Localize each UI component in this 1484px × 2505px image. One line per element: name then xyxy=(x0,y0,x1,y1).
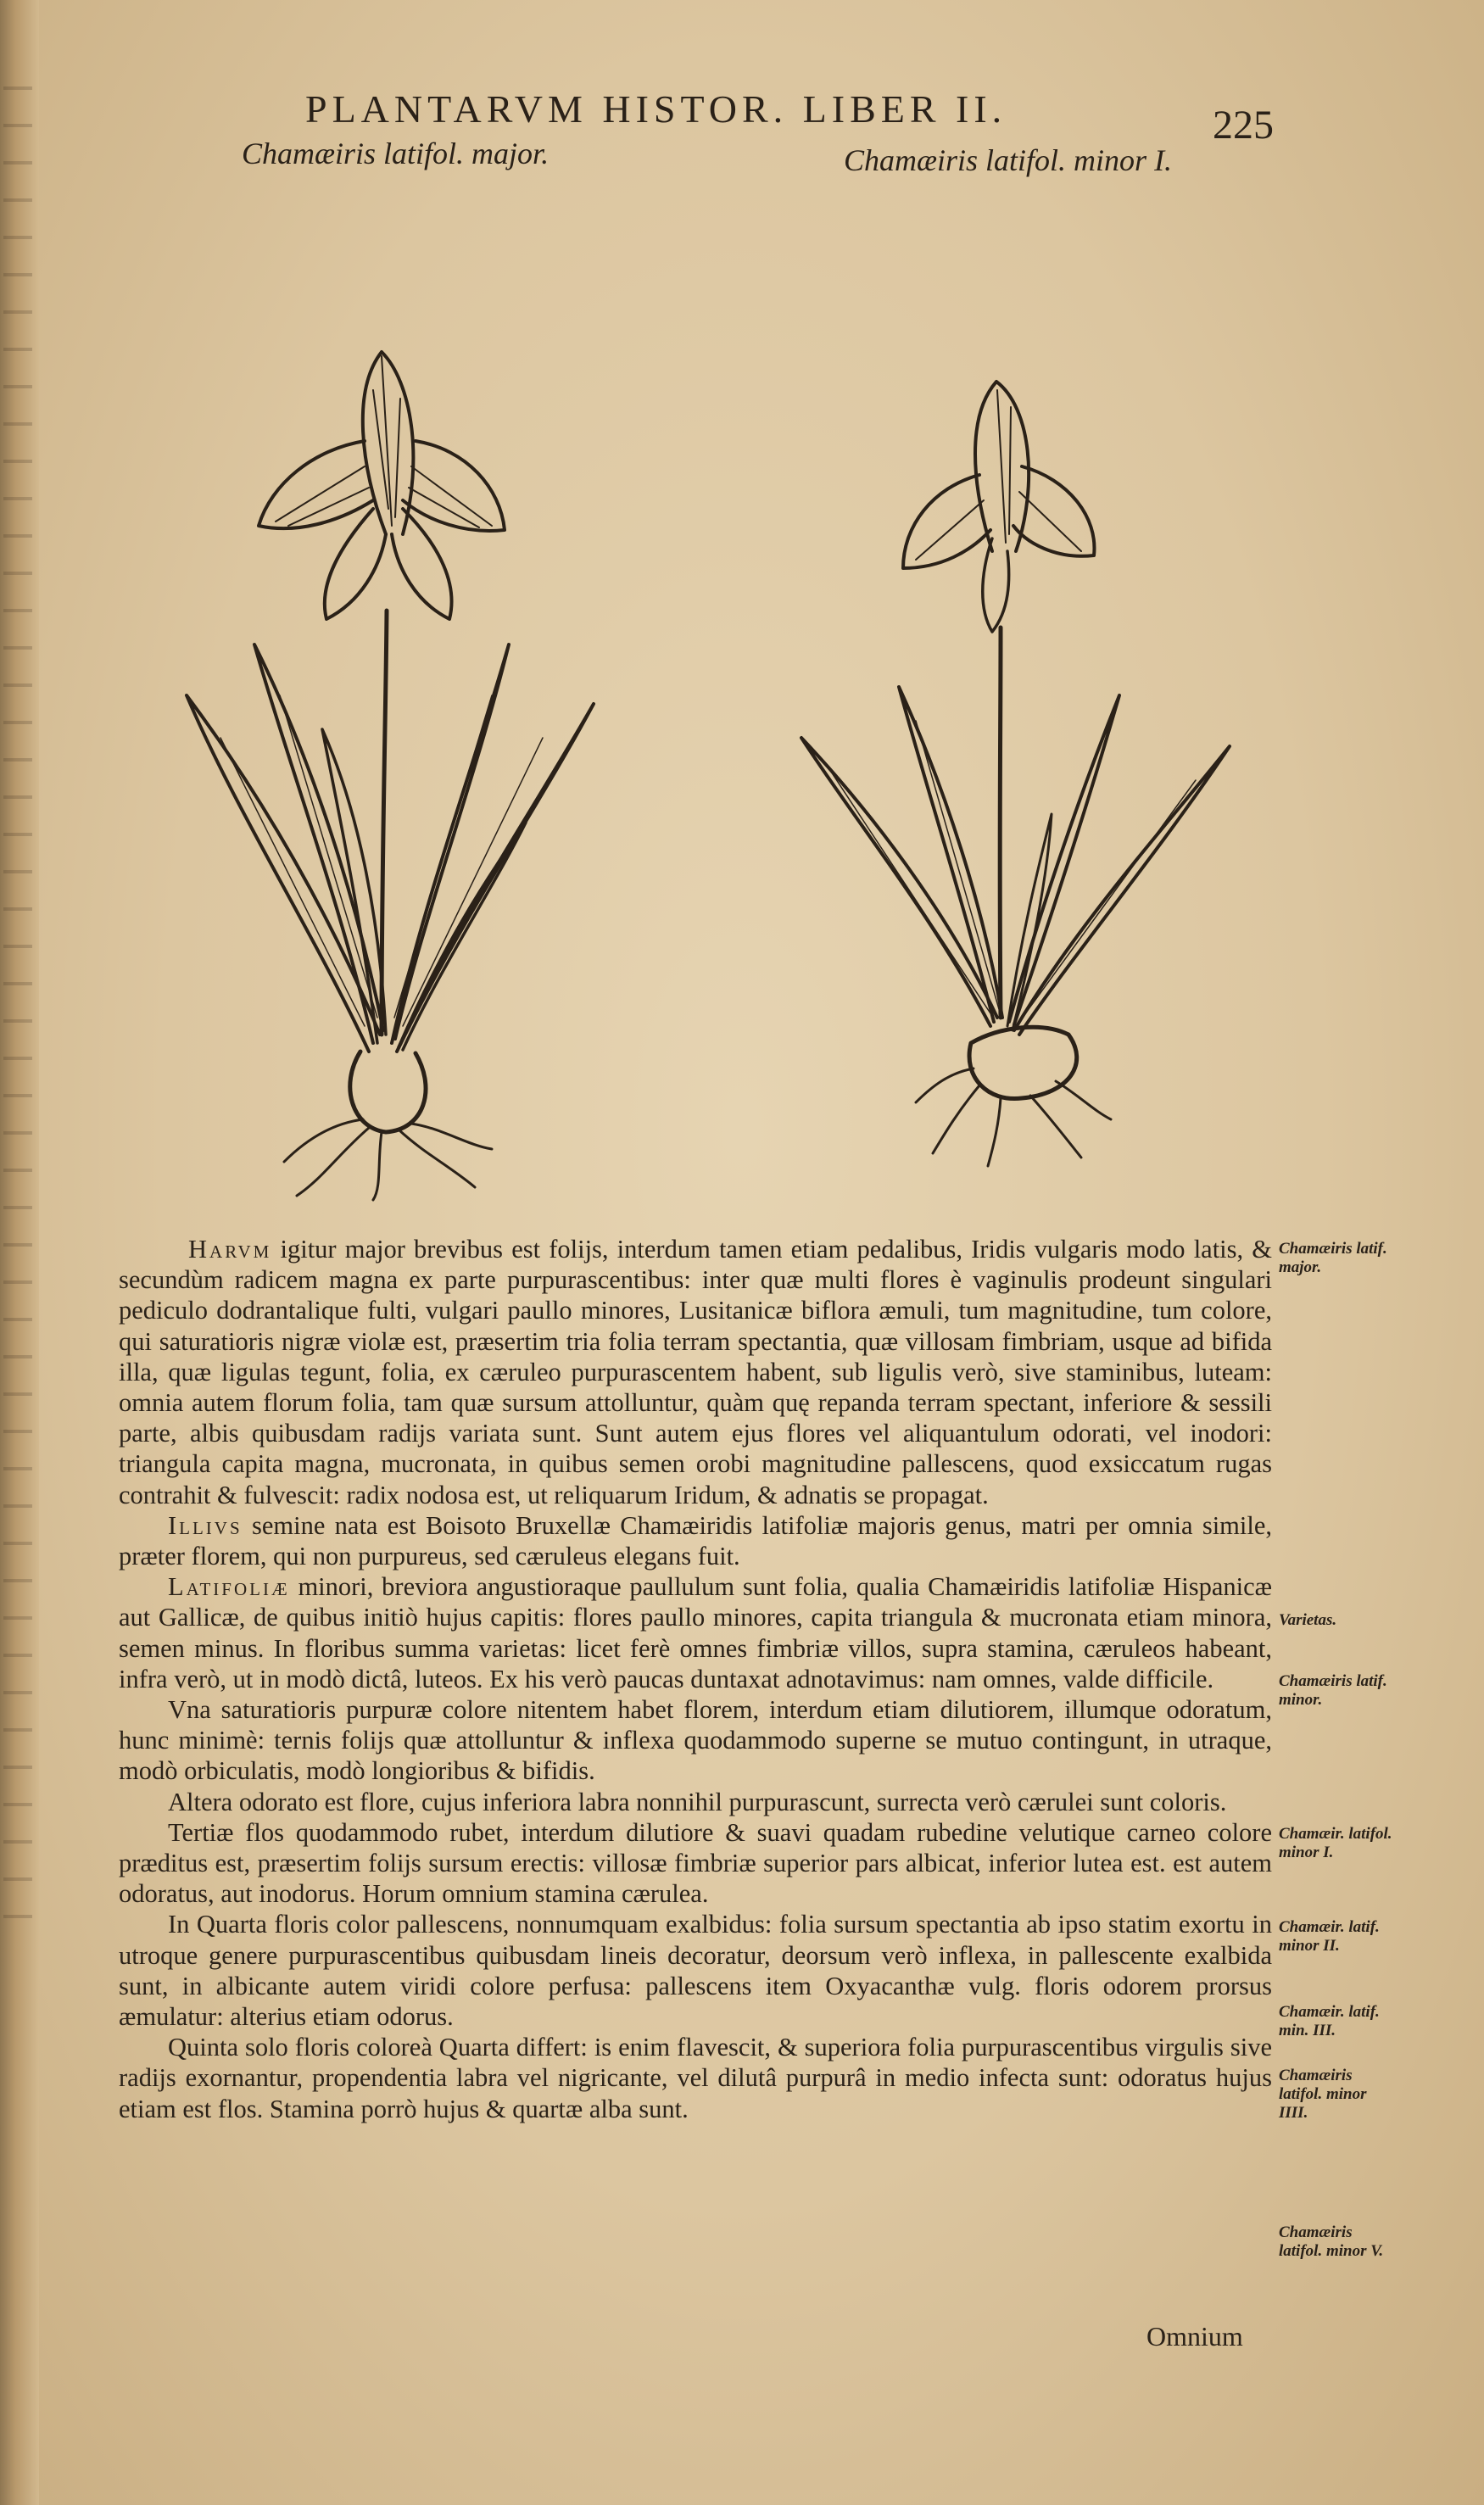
paragraph-text: minori, breviora angustioraque paullulum sunt folia, qualia Chamæiridis latifoliæ Hispanicæ aut Gallicæ, de quibus initiò hujus capitis: flores paullo minores, capita triangula & mucronata etiam minora, semen minus. In floribus summa varietas: licet ferè omnes fimbriæ villos, supra stamina, cæruleos habeant, infra verò, ut in modò dictâ, luteos. Ex his verò paucas duntaxat adnotavimus: nam omnes, valde difficile. xyxy=(119,1572,1273,1693)
running-head: PLANTARVM HISTOR. LIBER II. xyxy=(305,87,1007,131)
paragraph-text: Vna saturatioris purpuræ colore nitentem habet florem, interdum etiam dilutiorem, illumque odoratum, hunc minimè: ternis folijs quæ attolluntur & inflexa quodammodo superne se mutuo contingunt, in utraque, modò orbiculatis, modò longioribus & bifidis. xyxy=(119,1695,1272,1786)
paragraph xyxy=(119,1909,1272,2032)
margin-note: Chamæiris latifol. minor IIII. xyxy=(1279,2067,1367,2122)
paragraph-lead-word: Illivs xyxy=(168,1510,243,1540)
paragraph xyxy=(119,1571,1272,1694)
paragraph xyxy=(119,2032,1272,2124)
body-text xyxy=(119,1234,1272,2124)
margin-note: Chamæir. latif. min. III. xyxy=(1279,2003,1380,2039)
paragraph-text: In Quarta floris color pallescens, nonnumquam exalbidus: folia sursum spectantia ab ipso statim exortu in utroque genere purpurascentibus quibusdam lineis decoratur, deorsum verò inflexa, in pallescente exalbida sunt, in albicante autem viridi colore perfusa: pallescens item Oxyacanthæ vulg. floris odorem prorsus æmulatur: alterius etiam odorus. xyxy=(119,1910,1272,2032)
figure-caption-left: Chamæiris latifol. major. xyxy=(242,137,550,170)
margin-note: Chamæiris latifol. minor V. xyxy=(1279,2223,1384,2260)
paragraph xyxy=(119,1510,1272,1571)
margin-note: Varietas. xyxy=(1279,1611,1337,1629)
binding-gutter xyxy=(0,0,39,2505)
margin-note: Chamæir. latifol. minor I. xyxy=(1279,1825,1392,1861)
iris-woodcut-minor-icon xyxy=(797,373,1238,1170)
paragraph-text: Altera odorato est flore, cujus inferiora labra nonnihil purpurascunt, surrecta verò cærulei sunt coloris. xyxy=(168,1787,1227,1816)
gutter-text-bleed xyxy=(3,68,32,1933)
margin-note: Chamæiris latif. major. xyxy=(1279,1240,1387,1276)
page-number: 225 xyxy=(1213,103,1274,148)
paragraph-text: Quinta solo floris coloreà Quarta differt: is enim flavescit, & superiora folia purpurascentibus virgulis sive radijs exornantur, propendentia labra vel nigricante, vel dilutâ purpurâ in medio infecta sunt: odoratus hujus etiam est flos. Stamina porrò hujus & quartæ alba sunt. xyxy=(119,2033,1272,2123)
margin-note: Chamæiris latif. minor. xyxy=(1279,1672,1387,1709)
paragraph-text: semine nata est Boisoto Bruxellæ Chamæiridis latifoliæ majoris genus, matri per omnia simile, præter florem, qui non purpureus, sed cæruleus elegans fuit. xyxy=(119,1510,1272,1571)
figure-caption-right: Chamæiris latifol. minor I. xyxy=(844,143,1173,177)
paragraph xyxy=(119,1694,1272,1787)
paragraph xyxy=(119,1787,1272,1817)
paragraph-text: Tertiæ flos quodammodo rubet, interdum dilutiore & suavi quadam rubedine velutique carneo colore præditus est, præsertim folijs sursum erectis: villosæ fimbriæ superior pars albicat, inferior lutea est. est autem odoratus, aut inodorus. Horum omnium stamina cærulea. xyxy=(119,1817,1272,1909)
paragraph-text: igitur major brevibus est folijs, interdum tamen etiam pedalibus, Iridis vulgaris modo latis, & secundùm radicem magna ex parte purpurascentibus: inter quæ multi flores è vaginulis prodeunt singulari pediculo dodrantalique fulti, vulgari paullo minores, Lusitanicæ biflora æmuli, tum magnitudine, tum colore, qui saturatioris nigræ violæ est, præsertim tria folia terram spectantia, quæ villosam fimbriam, usque ad bifida illa, quæ ligulas tegunt, folia, ex cæruleo purpurascentem habent, sub ligulis verò, sive staminibus, luteam: omnia autem florum folia, tam quæ sursum attolluntur, quàm quę repanda terram spectant, inferiore & sessili parte, albis quibusdam radijs variata sunt. Sunt autem ejus flores vel aliquantulum odorati, vel inodori: triangula capita magna, mucronata, in quibus semen orobi magnitudine pallescens, quod exsiccatum rugas contrahit & fulvescit: radix nodosa est, ut reliquarum Iridum, & adnatis se propagat. xyxy=(119,1235,1273,1509)
paragraph xyxy=(119,1817,1272,1910)
margin-note: Chamæir. latif. minor II. xyxy=(1279,1918,1380,1955)
paragraph-lead-word: Harvm xyxy=(188,1235,272,1264)
paragraph-lead-word: Latifoliæ xyxy=(168,1572,290,1602)
iris-woodcut-major-icon xyxy=(170,339,611,1204)
catchword: Omnium xyxy=(1146,2321,1243,2352)
paragraph xyxy=(119,1234,1272,1510)
